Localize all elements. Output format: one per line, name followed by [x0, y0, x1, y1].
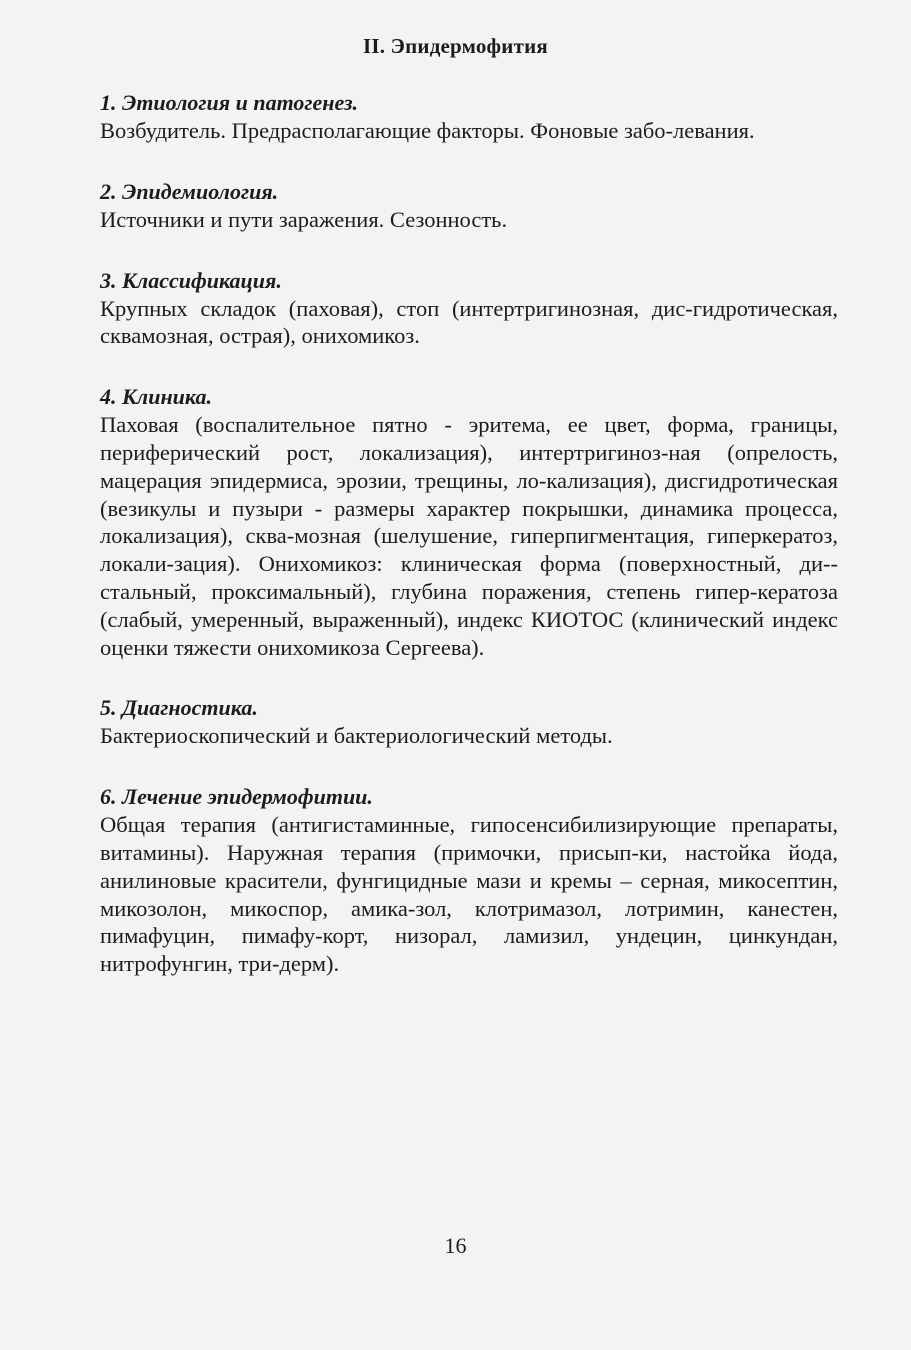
section-body: Источники и пути заражения. Сезонность. [100, 206, 508, 232]
section-body: Бактериоскопический и бактериологический методы. [100, 723, 613, 749]
section-epidemiology [100, 177, 838, 234]
section-classification [100, 266, 838, 351]
page-title: II. Эпидермофития [363, 34, 548, 58]
section-heading: 1. Этиология и патогенез. [100, 90, 359, 115]
section-heading: 4. Клиника. [100, 384, 212, 410]
page-number: 16 [444, 1233, 467, 1258]
section-heading: 6. Лечение эпидермофитии. [100, 784, 373, 810]
section-heading: 3. Классификация. [100, 267, 282, 293]
document-content [100, 88, 838, 1010]
section-heading: 2. Эпидемиология. [100, 178, 279, 204]
section-body: Паховая (воспалительное пятно - эритема, ее цвет, форма, границы, периферический рост, локализация), интертригиноз-ная (опрелость, мацерация эпидермиса, эрозии, трещины, ло-кализация), дисгидротическая (везикулы и пузыри - размеры характер покрышки, динамика процесса, локализация), сква-мозная (шелушение, гиперпигментация, гиперкератоз, локали-зация). Онихомикоз: клиническая форма (поверхностный, ди-стальный, проксимальный), глубина поражения, степень гипер-кератоза (слабый, умеренный, выраженный), индекс КИОТОС (клинический индекс оценки тяжести онихомикоза Сергеева). [100, 412, 838, 660]
section-body: Возбудитель. Предрасполагающие факторы. Фоновые забо-левания. [100, 118, 755, 143]
section-diagnostics [100, 693, 838, 750]
section-etiology [100, 88, 838, 145]
section-body: Общая терапия (антигистаминные, гипосенсибилизирующие препараты, витамины). Наружная терапия (примочки, присып-ки, настойка йода, анилиновые красители, фунгицидные мази и кремы – серная, микосептин, микозолон, микоспор, амика-зол, клотримазол, лотримин, канестен, пимафуцин, пимафу-корт, низорал, ламизил, ундецин, цинкундан, нитрофунгин, три-дерм). [100, 812, 838, 977]
section-body: Крупных складок (паховая), стоп (интертригинозная, дис-гидротическая, сквамозная, острая), онихомикоз. [100, 295, 838, 349]
section-clinic [100, 382, 838, 661]
section-treatment [100, 782, 838, 978]
section-heading: 5. Диагностика. [100, 695, 258, 721]
